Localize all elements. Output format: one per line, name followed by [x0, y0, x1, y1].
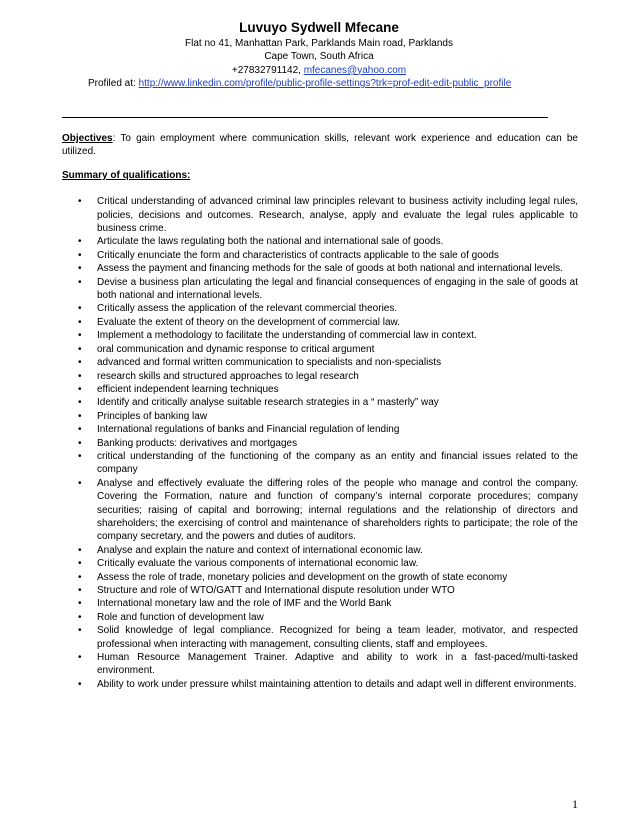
qualification-text: research skills and structured approaches to legal research — [97, 370, 359, 382]
qualification-text: Assess the payment and financing methods for the sale of goods at both national and international levels. — [97, 263, 563, 275]
qualification-text: efficient independent learning techniques — [97, 383, 279, 395]
qualification-text: advanced and formal written communication to specialists and non-specialists — [97, 357, 442, 369]
list-item — [62, 423, 578, 436]
qualification-text: Critically assess the application of the relevant commercial theories. — [97, 303, 398, 315]
address-line-2: Cape Town, South Africa — [264, 51, 374, 63]
candidate-name: Luvuyo Sydwell Mfecane — [239, 20, 399, 35]
list-item — [62, 597, 578, 610]
list-item — [62, 249, 578, 262]
header-divider — [62, 117, 548, 118]
list-item — [62, 624, 578, 651]
qualification-text: International regulations of banks and Financial regulation of lending — [97, 424, 400, 436]
objectives-section — [62, 132, 578, 159]
profile-line — [88, 77, 638, 90]
list-item — [62, 356, 578, 369]
list-item — [62, 544, 578, 557]
list-item — [62, 477, 578, 544]
bullet-icon: • — [78, 678, 82, 690]
qualification-text: Principles of banking law — [97, 410, 208, 422]
bullet-icon: • — [78, 437, 82, 449]
qualification-text: Implement a methodology to facilitate the understanding of commercial law in context. — [97, 330, 477, 342]
linkedin-profile-link[interactable]: http://www.linkedin.com/profile/public-profile-settings?trk=prof-edit-edit-public_profile — [138, 78, 512, 90]
list-item — [62, 450, 578, 477]
qualification-text: Ability to work under pressure whilst maintaining attention to details and adapt well in different environments. — [97, 678, 577, 690]
list-item — [62, 276, 578, 303]
qualification-text: Banking products: derivatives and mortgages — [97, 437, 298, 449]
resume-body — [62, 132, 578, 691]
bullet-icon: • — [78, 571, 82, 583]
bullet-icon: • — [78, 598, 82, 610]
list-item — [62, 396, 578, 409]
objectives-text: : To gain employment where communication skills, relevant work experience and education can be utilized. — [62, 133, 578, 158]
list-item — [62, 383, 578, 396]
bullet-icon: • — [78, 316, 82, 328]
profiled-label: Profiled at: — [88, 78, 136, 90]
qualification-text: Evaluate the extent of theory on the development of commercial law. — [97, 316, 400, 328]
list-item — [62, 316, 578, 329]
resume-header — [0, 0, 638, 91]
qualification-text: Articulate the laws regulating both the national and international sale of goods. — [97, 236, 444, 248]
qualification-text: Analyse and explain the nature and context of international economic law. — [97, 544, 423, 556]
qualifications-list — [62, 195, 578, 691]
bullet-icon: • — [78, 383, 82, 395]
qualification-text: Human Resource Management Trainer. Adaptive and ability to work in a fast-paced/multi-tasked environment. — [97, 652, 578, 677]
address-line-1: Flat no 41, Manhattan Park, Parklands Main road, Parklands — [185, 38, 453, 49]
bullet-icon: • — [78, 276, 82, 288]
bullet-icon: • — [78, 585, 82, 596]
bullet-icon: • — [78, 544, 82, 556]
phone-number: +27832791142, — [231, 64, 301, 76]
list-item — [62, 343, 578, 356]
bullet-icon: • — [78, 652, 82, 664]
page-number: 1 — [572, 797, 578, 811]
list-item — [62, 651, 578, 678]
bullet-icon: • — [78, 424, 82, 436]
qualification-text: Devise a business plan articulating the legal and financial consequences of engaging in the sale of goods at both national and international levels. — [97, 276, 578, 302]
qualification-text: Solid knowledge of legal compliance. Recognized for being a team leader, motivator, and respected professional when interacting with management, consulting clients, staff and employees. — [97, 625, 578, 650]
list-item — [62, 678, 578, 691]
qualification-text: Critical understanding of advanced criminal law principles relevant to business activity including legal rules, policies, decisions and outcomes. Research, analyse, apply and evaluate the legal rules applicable to business crime. — [97, 196, 578, 235]
bullet-icon: • — [78, 357, 82, 369]
qualification-text: Identify and critically analyse suitable research strategies in a “ masterly” way — [97, 397, 439, 409]
bullet-icon: • — [78, 196, 82, 208]
contact-line — [0, 64, 638, 77]
list-item — [62, 437, 578, 450]
qualification-text: Critically enunciate the form and characteristics of contracts applicable to the sale of goods — [97, 249, 499, 261]
bullet-icon: • — [78, 410, 82, 422]
list-item — [62, 611, 578, 624]
bullet-icon: • — [78, 477, 82, 489]
bullet-icon: • — [78, 236, 82, 248]
bullet-icon: • — [78, 303, 82, 315]
list-item — [62, 557, 578, 570]
email-link[interactable]: mfecanes@yahoo.com — [303, 64, 407, 76]
qualification-text: Structure and role of WTO/GATT and International dispute resolution under WTO — [97, 585, 455, 596]
bullet-icon: • — [78, 450, 82, 462]
bullet-icon: • — [78, 370, 82, 382]
bullet-icon: • — [78, 625, 82, 637]
list-item — [62, 329, 578, 342]
list-item — [62, 195, 578, 235]
summary-heading: Summary of qualifications: — [62, 169, 191, 181]
bullet-icon: • — [78, 397, 82, 409]
list-item — [62, 262, 578, 275]
list-item — [62, 410, 578, 423]
list-item — [62, 370, 578, 383]
qualification-text: oral communication and dynamic response to critical argument — [97, 343, 375, 355]
qualification-text: Assess the role of trade, monetary policies and development on the growth of state economy — [97, 571, 508, 583]
list-item — [62, 302, 578, 315]
bullet-icon: • — [78, 263, 82, 275]
bullet-icon: • — [78, 558, 82, 570]
qualification-text: Critically evaluate the various components of international economic law. — [97, 558, 419, 570]
bullet-icon: • — [78, 343, 82, 355]
qualification-text: Role and function of development law — [97, 611, 264, 623]
qualification-text: Analyse and effectively evaluate the differing roles of the people who manage and control the company. Covering the Formation, nature and function of company’s internal corporate procedures; company securities; raising of capital and borrowing; internal regulations and the relationship of directors and shareholders; the exercising of control and maintenance of shareholders rights to participate; the role of the company secretary, and the powers and duties of auditors. — [97, 477, 578, 543]
list-item — [62, 235, 578, 248]
bullet-icon: • — [78, 249, 82, 261]
qualification-text: critical understanding of the functioning of the company as an entity and financial issues related to the company — [97, 450, 578, 476]
list-item — [62, 571, 578, 584]
bullet-icon: • — [78, 330, 82, 342]
qualification-text: International monetary law and the role of IMF and the World Bank — [97, 598, 392, 610]
list-item — [62, 584, 578, 597]
bullet-icon: • — [78, 611, 82, 623]
objectives-label: Objectives — [62, 133, 113, 144]
